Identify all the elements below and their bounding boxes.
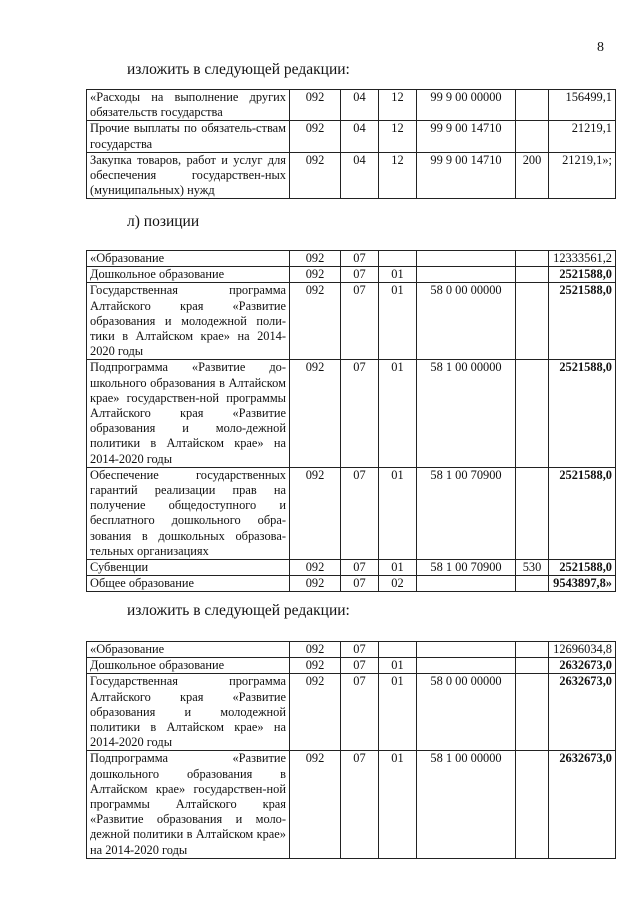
row-target-code: 99 9 00 00000 bbox=[417, 90, 516, 121]
row-section-code: 07 bbox=[341, 674, 379, 751]
row-target-code bbox=[417, 642, 516, 658]
row-subsection-code: 01 bbox=[379, 658, 417, 674]
section-2-heading: л) позиции bbox=[127, 213, 200, 230]
row-name: «Образование bbox=[87, 251, 290, 267]
row-expense-type bbox=[516, 121, 549, 152]
section-1-table bbox=[86, 89, 616, 199]
row-target-code: 58 1 00 70900 bbox=[417, 560, 516, 576]
row-expense-type: 200 bbox=[516, 152, 549, 199]
row-target-code bbox=[417, 658, 516, 674]
row-subsection-code: 12 bbox=[379, 121, 417, 152]
row-admin-code: 092 bbox=[290, 121, 341, 152]
row-expense-type bbox=[516, 751, 549, 858]
row-expense-type bbox=[516, 576, 549, 592]
table-row bbox=[87, 751, 616, 858]
row-amount: 2521588,0 bbox=[549, 267, 616, 283]
page-number: 8 bbox=[597, 40, 604, 55]
row-subsection-code: 01 bbox=[379, 283, 417, 360]
row-target-code bbox=[417, 251, 516, 267]
row-amount: 2632673,0 bbox=[549, 674, 616, 751]
section-3-heading: изложить в следующей редакции: bbox=[127, 602, 350, 619]
row-expense-type bbox=[516, 674, 549, 751]
section-1-heading: изложить в следующей редакции: bbox=[127, 61, 350, 78]
table-row bbox=[87, 121, 616, 152]
row-section-code: 07 bbox=[341, 576, 379, 592]
row-amount: 12696034,8 bbox=[549, 642, 616, 658]
row-name: Дошкольное образование bbox=[87, 658, 290, 674]
row-amount: 21219,1»; bbox=[549, 152, 616, 199]
row-name: «Образование bbox=[87, 642, 290, 658]
row-target-code bbox=[417, 267, 516, 283]
row-subsection-code bbox=[379, 642, 417, 658]
row-admin-code: 092 bbox=[290, 642, 341, 658]
row-admin-code: 092 bbox=[290, 360, 341, 467]
table-row bbox=[87, 658, 616, 674]
row-admin-code: 092 bbox=[290, 267, 341, 283]
row-name: Дошкольное образование bbox=[87, 267, 290, 283]
row-admin-code: 092 bbox=[290, 560, 341, 576]
row-subsection-code: 01 bbox=[379, 467, 417, 559]
row-target-code: 58 0 00 00000 bbox=[417, 674, 516, 751]
section-3-table bbox=[86, 641, 616, 859]
table-row bbox=[87, 360, 616, 467]
row-admin-code: 092 bbox=[290, 576, 341, 592]
row-expense-type bbox=[516, 642, 549, 658]
row-amount: 2521588,0 bbox=[549, 360, 616, 467]
row-target-code: 58 1 00 00000 bbox=[417, 751, 516, 858]
row-name: Обеспечение государственных гарантий реализации прав на получение общедоступного и бесплатного дошкольного обра-зования в дошкольных образова-тельных организациях bbox=[87, 467, 290, 559]
row-target-code: 99 9 00 14710 bbox=[417, 152, 516, 199]
row-amount: 2521588,0 bbox=[549, 560, 616, 576]
row-name: Общее образование bbox=[87, 576, 290, 592]
table-row bbox=[87, 467, 616, 559]
row-name: «Расходы на выполнение других обязательств государства bbox=[87, 90, 290, 121]
row-amount: 2632673,0 bbox=[549, 658, 616, 674]
row-name: Государственная программа Алтайского края «Развитие образования и молодежной поли-тики в Алтайском крае» на 2014-2020 годы bbox=[87, 283, 290, 360]
row-amount: 2521588,0 bbox=[549, 283, 616, 360]
row-section-code: 07 bbox=[341, 658, 379, 674]
row-name: Прочие выплаты по обязатель-ствам государства bbox=[87, 121, 290, 152]
row-expense-type bbox=[516, 658, 549, 674]
section-2-table bbox=[86, 250, 616, 592]
row-name: Государственная программа Алтайского края «Развитие образования и молодежной политики в Алтайском крае» на 2014-2020 годы bbox=[87, 674, 290, 751]
row-expense-type bbox=[516, 283, 549, 360]
row-name: Подпрограмма «Развитие до-школьного образования в Алтайском крае» государствен-ной программы Алтайского края «Развитие образования и моло-дежной политики в Алтайском крае» на 2014-2020 годы bbox=[87, 360, 290, 467]
row-admin-code: 092 bbox=[290, 251, 341, 267]
table-row bbox=[87, 251, 616, 267]
row-section-code: 07 bbox=[341, 251, 379, 267]
row-amount: 2632673,0 bbox=[549, 751, 616, 858]
table-row bbox=[87, 267, 616, 283]
row-target-code: 58 0 00 00000 bbox=[417, 283, 516, 360]
table-row bbox=[87, 152, 616, 199]
row-name: Субвенции bbox=[87, 560, 290, 576]
table-row bbox=[87, 560, 616, 576]
row-section-code: 07 bbox=[341, 267, 379, 283]
row-name: Закупка товаров, работ и услуг для обеспечения государствен-ных (муниципальных) нужд bbox=[87, 152, 290, 199]
row-subsection-code: 02 bbox=[379, 576, 417, 592]
row-section-code: 07 bbox=[341, 467, 379, 559]
row-amount: 21219,1 bbox=[549, 121, 616, 152]
table-row bbox=[87, 90, 616, 121]
row-subsection-code: 01 bbox=[379, 751, 417, 858]
row-section-code: 07 bbox=[341, 560, 379, 576]
row-section-code: 07 bbox=[341, 283, 379, 360]
row-section-code: 07 bbox=[341, 642, 379, 658]
row-target-code: 58 1 00 70900 bbox=[417, 467, 516, 559]
row-admin-code: 092 bbox=[290, 283, 341, 360]
row-section-code: 07 bbox=[341, 751, 379, 858]
row-name: Подпрограмма «Развитие дошкольного образования в Алтайском крае» государствен-ной программы Алтайского края «Развитие образования и моло-дежной политики в Алтайском крае» на 2014-2020 годы bbox=[87, 751, 290, 858]
row-expense-type bbox=[516, 90, 549, 121]
row-expense-type bbox=[516, 467, 549, 559]
row-subsection-code: 01 bbox=[379, 267, 417, 283]
row-amount: 156499,1 bbox=[549, 90, 616, 121]
row-subsection-code: 01 bbox=[379, 360, 417, 467]
row-admin-code: 092 bbox=[290, 658, 341, 674]
table-row bbox=[87, 576, 616, 592]
row-admin-code: 092 bbox=[290, 467, 341, 559]
row-subsection-code: 12 bbox=[379, 90, 417, 121]
row-expense-type bbox=[516, 251, 549, 267]
row-admin-code: 092 bbox=[290, 152, 341, 199]
table-row bbox=[87, 642, 616, 658]
row-expense-type: 530 bbox=[516, 560, 549, 576]
row-subsection-code: 01 bbox=[379, 674, 417, 751]
row-section-code: 04 bbox=[341, 152, 379, 199]
row-subsection-code bbox=[379, 251, 417, 267]
row-target-code: 58 1 00 00000 bbox=[417, 360, 516, 467]
row-admin-code: 092 bbox=[290, 674, 341, 751]
row-subsection-code: 01 bbox=[379, 560, 417, 576]
table-row bbox=[87, 283, 616, 360]
row-target-code bbox=[417, 576, 516, 592]
row-section-code: 07 bbox=[341, 360, 379, 467]
row-expense-type bbox=[516, 360, 549, 467]
row-target-code: 99 9 00 14710 bbox=[417, 121, 516, 152]
row-section-code: 04 bbox=[341, 121, 379, 152]
row-amount: 9543897,8» bbox=[549, 576, 616, 592]
row-subsection-code: 12 bbox=[379, 152, 417, 199]
row-amount: 12333561,2 bbox=[549, 251, 616, 267]
row-expense-type bbox=[516, 267, 549, 283]
table-row bbox=[87, 674, 616, 751]
row-amount: 2521588,0 bbox=[549, 467, 616, 559]
row-admin-code: 092 bbox=[290, 751, 341, 858]
row-admin-code: 092 bbox=[290, 90, 341, 121]
row-section-code: 04 bbox=[341, 90, 379, 121]
